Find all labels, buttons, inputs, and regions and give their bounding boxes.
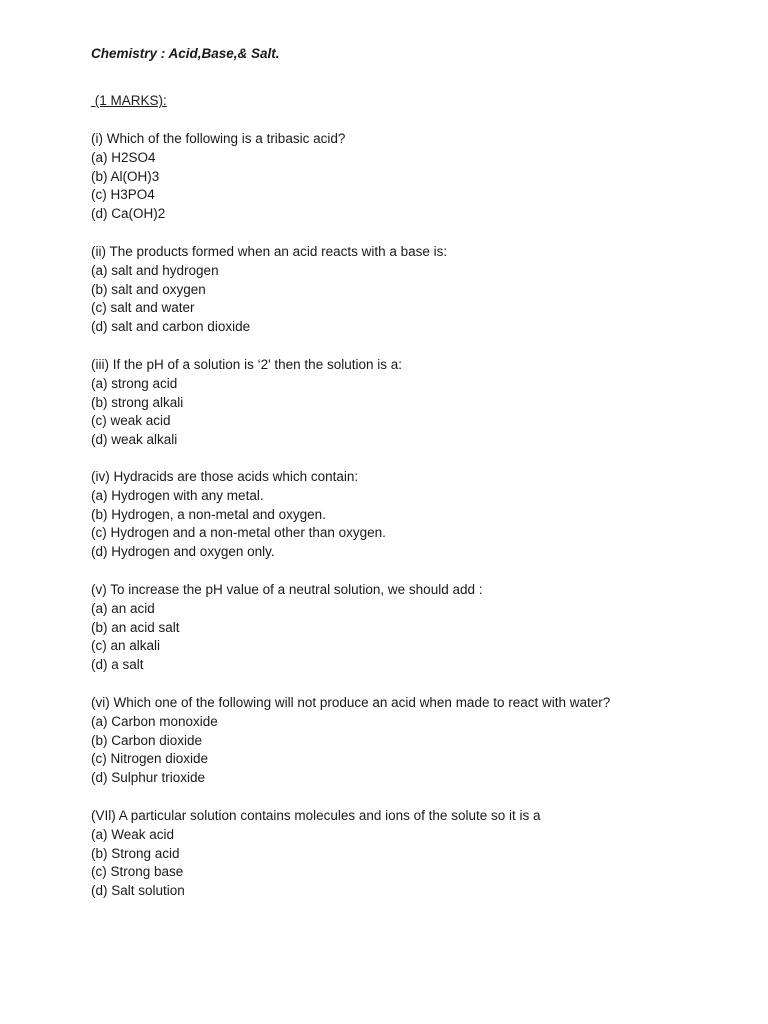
answer-option: (a) an acid [91, 600, 155, 616]
answer-option: (a) strong acid [91, 375, 178, 391]
answer-option: (d) weak alkali [91, 432, 178, 448]
question-prompt: (i) Which of the following is a tribasic acid? [91, 131, 346, 146]
question-block [91, 807, 541, 901]
answer-option: (b) Carbon dioxide [91, 732, 203, 748]
answer-option: (d) salt and carbon dioxide [91, 319, 251, 335]
question-block [91, 694, 610, 788]
answer-option: (a) H2SO4 [91, 149, 156, 165]
answer-option: (c) Strong base [91, 864, 184, 880]
answer-option: (b) strong alkali [91, 394, 184, 410]
section-heading: (1 MARKS): [91, 93, 167, 108]
answer-option: (b) salt and oxygen [91, 281, 206, 297]
answer-option: (d) Ca(OH)2 [91, 206, 166, 222]
question-prompt: (VIl) A particular solution contains molecules and ions of the solute so it is a [91, 808, 541, 823]
answer-option: (c) weak acid [91, 413, 171, 429]
answer-option: (d) a salt [91, 657, 144, 673]
answer-option: (a) Hydrogen with any metal. [91, 487, 264, 503]
question-prompt: (iii) If the pH of a solution is ‘2' then the solution is a: [91, 357, 402, 372]
question-prompt: (v) To increase the pH value of a neutral solution, we should add : [91, 582, 483, 597]
question-prompt: (vi) Which one of the following will not produce an acid when made to react with water? [91, 695, 611, 710]
answer-option: (d) Salt solution [91, 883, 185, 899]
question-block [91, 130, 345, 224]
answer-option: (a) salt and hydrogen [91, 262, 219, 278]
answer-option: (c) an alkali [91, 638, 161, 654]
question-block [91, 356, 402, 450]
document-title: Chemistry : Acid,Base,& Salt. [91, 46, 280, 61]
question-block [91, 243, 447, 337]
question-prompt: (iv) Hydracids are those acids which contain: [91, 469, 359, 484]
answer-option: (a) Weak acid [91, 826, 175, 842]
question-prompt: (ii) The products formed when an acid reacts with a base is: [91, 244, 448, 259]
question-block [91, 468, 386, 562]
answer-option: (b) Hydrogen, a non-metal and oxygen. [91, 506, 326, 522]
answer-option: (d) Hydrogen and oxygen only. [91, 544, 275, 560]
answer-option: (b) Strong acid [91, 845, 180, 861]
answer-option: (a) Carbon monoxide [91, 713, 218, 729]
answer-option: (c) Nitrogen dioxide [91, 751, 209, 767]
question-block [91, 581, 482, 675]
answer-option: (d) Sulphur trioxide [91, 770, 206, 786]
answer-option: (b) Al(OH)3 [91, 168, 160, 184]
answer-option: (c) salt and water [91, 300, 195, 316]
answer-option: (c) H3PO4 [91, 187, 155, 203]
answer-option: (c) Hydrogen and a non-metal other than oxygen. [91, 525, 386, 541]
answer-option: (b) an acid salt [91, 619, 180, 635]
